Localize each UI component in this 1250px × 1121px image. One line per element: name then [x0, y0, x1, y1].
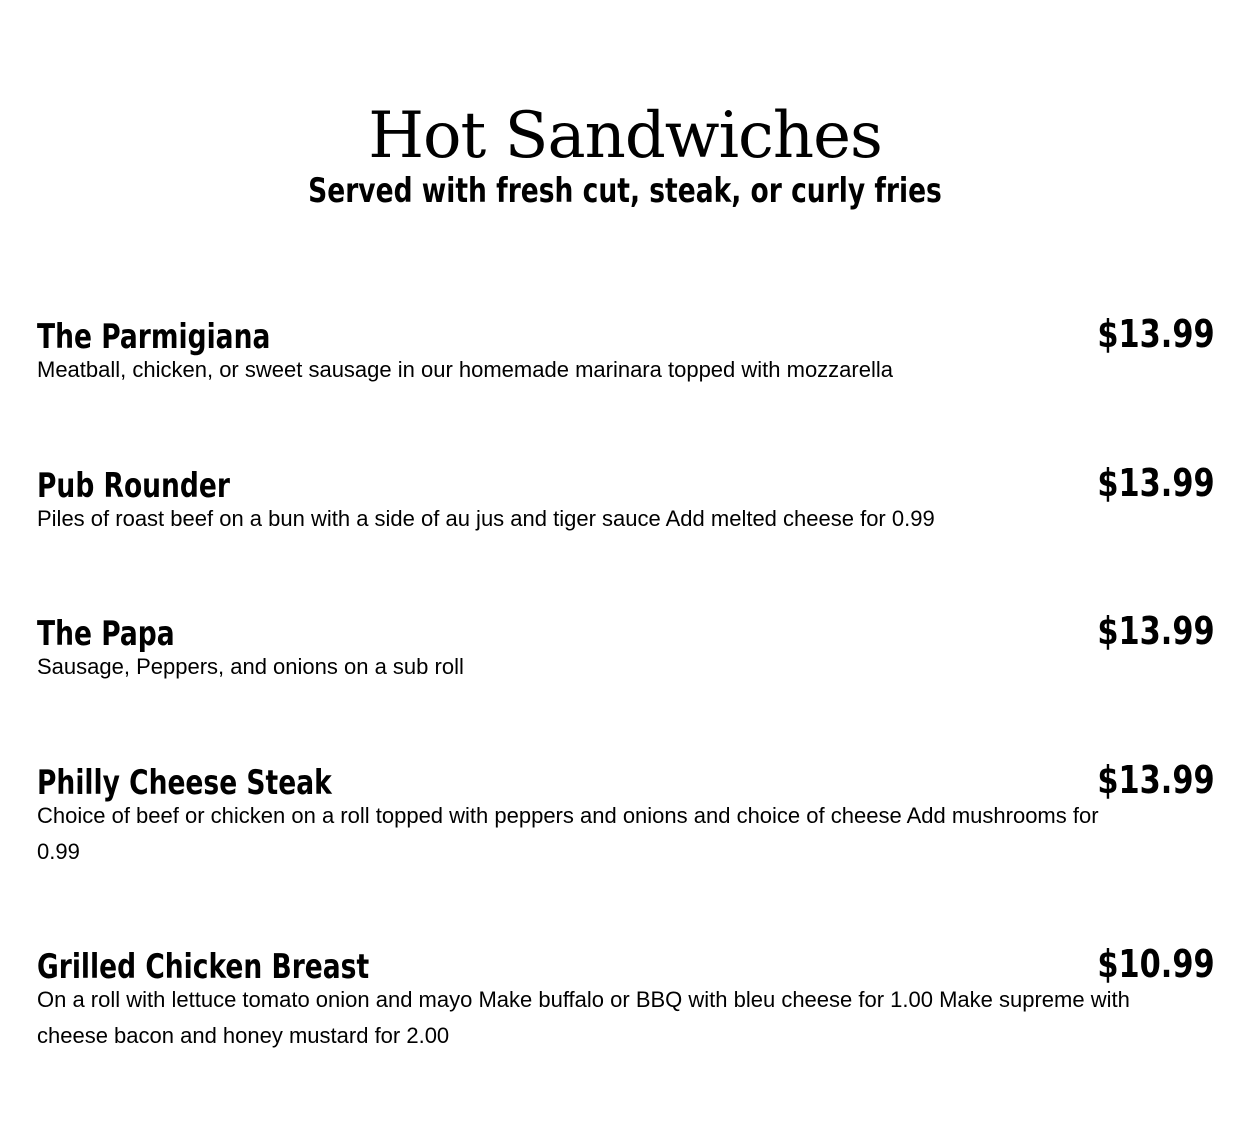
item-description: Meatball, chicken, or sweet sausage in our homemade marinara topped with mozzarella: [37, 357, 893, 382]
menu-item-philly-cheese-steak: [37, 758, 1215, 870]
page-subtitle: Served with fresh cut, steak, or curly fries: [308, 171, 942, 211]
item-description: Sausage, Peppers, and onions on a sub roll: [37, 654, 464, 679]
item-name: Grilled Chicken Breast: [37, 947, 370, 987]
item-price: $13.99: [1097, 758, 1215, 802]
item-name: The Parmigiana: [37, 317, 271, 357]
page-title: Hot Sandwiches: [368, 99, 882, 173]
item-price: $13.99: [1097, 609, 1215, 653]
menu-item-parmigiana: [37, 312, 1215, 388]
item-name: Philly Cheese Steak: [37, 763, 332, 803]
item-description: On a roll with lettuce tomato onion and mayo Make buffalo or BBQ with bleu cheese for 1.00 Make supreme with cheese bacon and honey mustard for 2.00: [37, 987, 1130, 1048]
item-price: $13.99: [1097, 461, 1215, 505]
item-name: Pub Rounder: [37, 466, 230, 506]
item-description: Choice of beef or chicken on a roll topped with peppers and onions and choice of cheese Add mushrooms for 0.99: [37, 803, 1099, 864]
menu-item-pub-rounder: [37, 461, 1215, 537]
item-price: $10.99: [1097, 942, 1215, 986]
menu-item-the-papa: [37, 609, 1215, 685]
menu-item-grilled-chicken-breast: [37, 942, 1215, 1054]
item-description: Piles of roast beef on a bun with a side of au jus and tiger sauce Add melted cheese for 0.99: [37, 506, 935, 531]
item-name: The Papa: [37, 614, 175, 654]
item-price: $13.99: [1097, 312, 1215, 356]
menu-header: [0, 100, 1250, 210]
